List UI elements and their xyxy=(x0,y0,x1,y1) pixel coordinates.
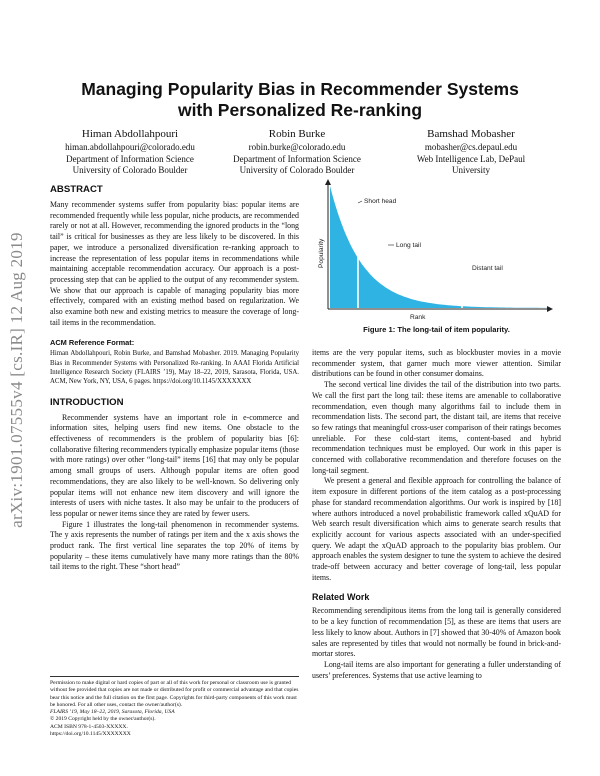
author-name: Robin Burke xyxy=(268,128,326,140)
short-head-pointer xyxy=(358,201,362,203)
author-affiliation: University of Colorado Boulder xyxy=(72,165,188,175)
right-paragraph-2: The second vertical line divides the tail of the distribution into two parts. We call the first part the long tail: these items are amenable to collaborative recommendation, even though many algorithms fail to include them in recommendation lists. The second part, the distant tail, are items that receive so few ratings that meaningful cross-user comparison of their ratings becomes unreliable. For these cold-start items, content-based and hybrid recommendation techniques must be employed. Our work in this paper is concerned with collaborative recommendation and therefore focuses on the long-tail segment. xyxy=(312,380,561,475)
footnote-permission: Permission to make digital or hard copies of part or all of this work for personal or classroom use is granted without fee provided that copies are not made or distributed for profit or commercial advantage and that copies bear this notice and the full citation on the first page. Copyrights for third-party components of this work must be honored. For all other uses, contact the owner/author(s). xyxy=(50,680,299,708)
author-1 xyxy=(35,128,225,177)
arxiv-identifier-text: arXiv:1901.07555v4 [cs.IR] 12 Aug 2019 xyxy=(7,232,26,528)
right-column xyxy=(312,348,561,681)
author-department: Department of Information Science xyxy=(233,153,361,164)
footnote-isbn: ACM ISBN 978-1-4503-XXXXX. xyxy=(50,723,128,730)
related-work-heading: Related Work xyxy=(312,592,370,603)
copyright-footnote xyxy=(50,676,299,738)
footnote-copyright: © 2019 Copyright held by the owner/author(s). xyxy=(50,716,156,723)
arxiv-identifier xyxy=(2,190,32,570)
introduction-heading: INTRODUCTION xyxy=(50,396,124,408)
author-3 xyxy=(376,128,566,177)
acm-reference xyxy=(50,338,299,386)
right-paragraph-1: items are the very popular items, such as blockbuster movies in a movie recommender system, that garner much more viewer attention. Similar distributions can be found in other consumer domains. xyxy=(312,348,561,379)
introduction-paragraph-2: Figure 1 illustrates the long-tail phenomenon in recommender systems. The y axis represents the number of ratings per item and the x axis shows the product rank. The first vertical line separates the top 20% of items by popularity – these items cumulatively have many more ratings than the 80% tail items to the right. These “short head” xyxy=(50,519,299,572)
popularity-area xyxy=(330,186,548,308)
left-column xyxy=(50,184,299,573)
long-tail-chart xyxy=(312,176,561,321)
author-block xyxy=(40,128,560,178)
abstract-heading: ABSTRACT xyxy=(50,184,103,195)
author-email: mobasher@cs.depaul.edu xyxy=(424,142,518,152)
paper-title-line-2: with Personalized Re-ranking xyxy=(177,100,423,120)
long-tail-label: Long tail xyxy=(396,242,421,249)
x-axis-label: Rank xyxy=(410,314,426,321)
y-axis-label: Popularity xyxy=(318,238,325,268)
figure-1 xyxy=(312,176,561,346)
related-work-paragraph-1: Recommending serendipitous items from the long tail is generally considered to be a key function of recommendation [5], as these are items that users are less likely to know about. Authors in [7] showed that 30-40% of Amazon book sales are represented by titles that would not normally be found in brick-and-mortar stores. xyxy=(312,606,561,659)
related-work-paragraph-2: Long-tail items are also important for generating a fuller understanding of users’ preferences. Systems that use active learning to xyxy=(312,659,561,680)
footnote-conference: FLAIRS ’19, May 18–22, 2019, Sarasota, Florida, USA xyxy=(50,709,175,716)
figure-caption: Figure 1: The long-tail of item popularity. xyxy=(363,325,510,334)
abstract-text: Many recommender systems suffer from popularity bias: popular items are recommended frequently while less popular, niche products, are recommended rarely or not at all. However, recommending the ignored products in the “long tail” is critical for businesses as they are less likely to be discovered. In this paper, we introduce a personalized diversification re-ranking approach to increase the representation of less popular items in recommendations while maintaining acceptable recommendation accuracy. Our approach is a post-processing step that can be applied to the output of any recommender system. We show that our approach is capable of managing popularity bias more effectively, compared with an existing method based on regularization. We also examine both new and existing metrics to measure the coverage of long-tail items in the recommendation. xyxy=(50,200,299,327)
footnote-doi: https://doi.org/10.1145/XXXXXXX xyxy=(50,731,131,738)
author-affiliation: University of Colorado Boulder xyxy=(239,165,355,175)
author-name: Bamshad Mobasher xyxy=(427,128,515,140)
author-name: Himan Abdollahpouri xyxy=(81,128,179,140)
author-email: himan.abdollahpouri@colorado.edu xyxy=(65,142,195,152)
distant-tail-label: Distant tail xyxy=(472,265,503,272)
author-department: Web Intelligence Lab, DePaul xyxy=(416,153,526,164)
paper-title xyxy=(40,79,560,121)
introduction-paragraph-1: Recommender systems have an important role in e-commerce and information sites, helping users find new items. One obstacle to the effectiveness of recommenders is the problem of popularity bias [6]: collaborative filtering recommenders typically emphasize popular items (those with more ratings) over other “long-tail” items [16] that may only be popular among small groups of users. Although popular items are often good recommendations, they are also likely to be well-known. So delivering only popular items will not enhance new item discovery and will ignore the interests of users with niche tastes. It also may be unfair to the producers of less popular or newer items since they are rated by fewer users. xyxy=(50,412,299,518)
author-affiliation: University xyxy=(452,165,490,175)
short-head-label: Short head xyxy=(364,198,397,205)
author-email: robin.burke@colorado.edu xyxy=(248,142,346,152)
right-paragraph-3: We present a general and flexible approach for controlling the balance of item exposure in different portions of the item catalog as a post-processing phase for standard recommendation algorithms. Our work is inspired by [18] where authors introduced a novel probabilistic framework called xQuAD for Web search result diversification which aims to generate search results that explicitly account for various aspects associated with an under-specified query. We adapt the xQuAD approach to the popularity bias problem. Our approach enables the system designer to tune the system to achieve the desired trade-off between accuracy and better coverage of long-tail, less popular items. xyxy=(312,476,561,582)
paper-title-line-1: Managing Popularity Bias in Recommender Systems xyxy=(81,79,519,99)
author-2 xyxy=(202,128,392,177)
author-department: Department of Information Science xyxy=(66,153,194,164)
acm-reference-heading: ACM Reference Format: xyxy=(50,338,135,348)
acm-reference-text: Himan Abdollahpouri, Robin Burke, and Bamshad Mobasher. 2019. Managing Popularity Bias in Recommender Systems with Personalized Re-ranking. In AAAI Florida Artificial Intelligence Research Society (FLAIRS ’19), May 18–22, 2019, Sarasota, Florida, USA. ACM, New York, NY, USA, 6 pages. https://doi.org/10.1145/XXXXXXX xyxy=(50,350,299,386)
